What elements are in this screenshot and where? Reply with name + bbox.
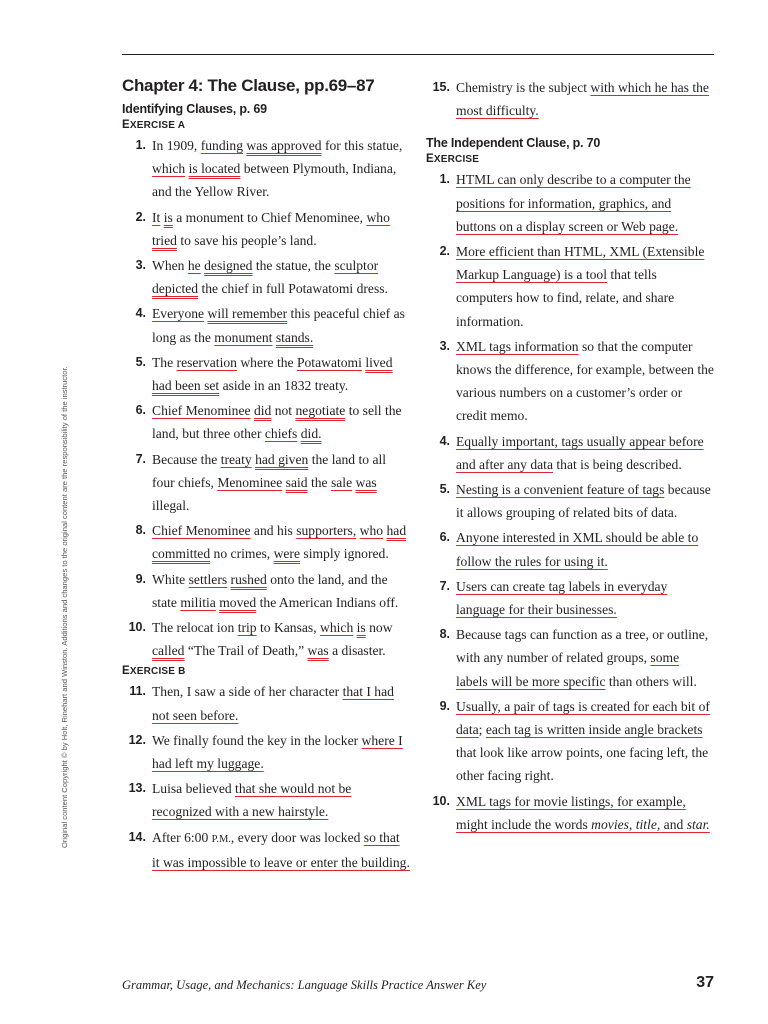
top-rule: [122, 54, 714, 55]
text-segment: illegal.: [152, 498, 190, 514]
item-text: [152, 351, 410, 397]
double-underlined-verb: is: [163, 209, 173, 225]
underlined-text: Potawatomi: [296, 354, 362, 370]
text-segment: a monument to Chief Menominee,: [172, 209, 367, 225]
underlined-text: Chief Menominee: [152, 403, 251, 419]
exercise-item: [426, 168, 714, 238]
underlined-text: who: [359, 523, 384, 539]
text-segment: the statue, the: [252, 258, 335, 274]
exercise-item: [122, 519, 410, 565]
exercise-b-list: [122, 680, 410, 874]
text-segment: White: [152, 571, 189, 587]
exercise-item: [122, 568, 410, 614]
item-number: 1.: [439, 172, 450, 187]
text-segment: The relocat ion: [152, 620, 238, 636]
underlined-text: Chief Menominee: [152, 523, 251, 539]
double-underlined-verb: rushed: [230, 571, 267, 587]
underlined-text: Everyone: [152, 306, 205, 322]
item-number: 7.: [439, 578, 450, 593]
exercise-item: [122, 777, 410, 823]
exercise-a-list: [122, 134, 410, 662]
text-segment: , every door was locked: [230, 829, 364, 845]
item-text: [456, 335, 714, 428]
exercise-list: [426, 168, 714, 836]
item-text: [152, 302, 410, 348]
exercise-item: [122, 302, 410, 348]
item-number: 7.: [135, 451, 146, 466]
double-underlined-verb: had committed: [152, 523, 407, 562]
underlined-text: XML tags information: [456, 338, 579, 354]
item-text: [152, 616, 410, 662]
exercise-item: [122, 399, 410, 445]
item-number: 8.: [135, 523, 146, 538]
underlined-text: It: [152, 209, 161, 225]
double-underlined-verb: had given: [255, 451, 309, 467]
underlined-text: funding: [200, 138, 244, 153]
item-text: [456, 790, 714, 836]
item-number: 5.: [439, 482, 450, 497]
text-segment: “The Trail of Death,”: [184, 643, 308, 659]
underlined-text: who: [366, 209, 390, 225]
double-underlined-verb: is located: [188, 161, 241, 177]
item-text: [456, 240, 714, 333]
item-number: 1.: [135, 138, 146, 152]
exercise-item: [426, 790, 714, 836]
double-underlined-verb: designed: [204, 258, 253, 274]
double-underlined-verb: called: [152, 643, 185, 659]
underlined-text: each tag is written inside angle brackets: [485, 722, 703, 738]
text-segment: the American Indians off.: [256, 594, 399, 610]
item-text: [152, 729, 410, 775]
text-segment: Chemistry is the subject: [456, 80, 591, 95]
item-number: 4.: [135, 306, 146, 321]
item-number: 5.: [135, 354, 146, 369]
underlined-text: so that it was impossible to leave or enter the building.: [152, 829, 410, 870]
underlined-text: More efficient than HTML, XML (Extensible Markup Language) is a tool: [456, 244, 705, 283]
text-segment: to sell the land, but three other: [152, 403, 402, 442]
exercise-item: [426, 430, 714, 476]
double-underlined-verb: negotiate: [295, 403, 346, 419]
item-text: [152, 777, 410, 823]
section-heading-independent-clause: The Independent Clause, p. 70: [426, 136, 601, 151]
double-underlined-verb: were: [273, 546, 300, 562]
underlined-text: where I had left my luggage.: [152, 732, 403, 772]
underlined-text: XML tags for movie listings, for example, might include the words: [456, 793, 686, 832]
double-underlined-verb: will remember: [207, 306, 288, 322]
section-heading-identifying-clauses: Identifying Clauses, p. 69: [122, 102, 267, 116]
underlined-text: sale: [330, 474, 353, 490]
text-segment: where the: [236, 354, 297, 370]
item-text: [152, 568, 410, 614]
item-number: 2.: [439, 244, 450, 259]
text-segment: When: [152, 258, 188, 274]
item-number: 3.: [135, 258, 146, 273]
item-number: 6.: [135, 403, 146, 418]
item-number: 3.: [439, 338, 450, 353]
exercise-item: [122, 448, 410, 518]
item-number: 10.: [128, 620, 146, 635]
exercise-a-label: EXERCISE A: [122, 119, 186, 131]
exercise-item: [122, 826, 410, 874]
right-column: [426, 76, 714, 838]
double-underlined-verb: did.: [300, 426, 322, 442]
text-segment: no crimes,: [210, 546, 274, 562]
item-text: [456, 168, 714, 238]
underlined-text: HTML can only describe to a computer the positions for information, graphics, and buttons on a display screen or Web page.: [456, 172, 691, 234]
text-segment: than others will.: [605, 673, 697, 689]
text-segment: not: [271, 403, 296, 419]
underlined-text: Equally important, tags usually appear before and after any data: [456, 433, 704, 472]
double-underlined-verb: was approved: [246, 138, 322, 153]
footer-title: Grammar, Usage, and Mechanics: Language Skills Practice Answer Key: [122, 978, 487, 992]
underlined-text: that I had not seen before.: [152, 684, 394, 723]
underlined-text: movies, title,: [591, 816, 661, 832]
exercise-item: [426, 240, 714, 333]
text-segment: between Plymouth, Indiana, and the Yellow River.: [152, 161, 397, 200]
exercise-item: [122, 729, 410, 775]
underlined-text: which: [320, 620, 354, 636]
text-segment: After 6:00: [152, 829, 212, 845]
text-segment: so that the computer knows the difference, for example, between the various numbers on a customer’s order or credit memo.: [456, 338, 714, 424]
item-text: [152, 519, 410, 565]
underlined-text: Nesting is a convenient feature of tags: [456, 482, 665, 498]
underlined-text: Usually, a pair of tags is created for each bit of data: [456, 698, 710, 738]
item-text: [456, 76, 714, 122]
item-text: [152, 134, 410, 204]
exercise-item: [122, 254, 410, 300]
text-segment: and his: [250, 523, 297, 539]
item-number: 2.: [135, 209, 146, 224]
exercise-b-label: EXERCISE B: [122, 665, 186, 678]
exercise-item: [122, 206, 410, 252]
underlined-text: treaty: [220, 451, 252, 467]
item-number: 4.: [439, 433, 450, 448]
item-text: [456, 695, 714, 788]
double-underlined-verb: is: [356, 620, 366, 636]
exercise-item: [426, 623, 714, 693]
double-underlined-verb: lived: [365, 354, 393, 370]
item-text: [152, 206, 410, 252]
item-number: 10.: [432, 793, 450, 808]
exercise-item: [122, 351, 410, 397]
exercise-item: [426, 695, 714, 788]
text-segment: Because the: [152, 451, 221, 467]
underlined-text: militia: [180, 594, 216, 610]
underlined-text: monument: [214, 329, 273, 345]
double-underlined-verb: had been set: [152, 378, 220, 394]
exercise-item: [122, 616, 410, 662]
underlined-text: star.: [686, 816, 710, 832]
text-segment: Then, I saw a side of her character: [152, 684, 343, 700]
text-segment: simply ignored.: [300, 546, 389, 562]
underlined-text: trip: [237, 620, 257, 636]
item-text: [152, 254, 410, 300]
item-number: 9.: [135, 571, 146, 586]
exercise-item: [426, 575, 714, 621]
item-number: 12.: [128, 732, 146, 747]
item-text: [456, 526, 714, 572]
exercise-item: [426, 478, 714, 524]
exercise-item: [122, 134, 410, 204]
page-number: 37: [696, 974, 714, 991]
text-segment: to save his people’s land.: [176, 232, 317, 248]
exercise-item: [426, 335, 714, 428]
text-segment: the land to all four chiefs,: [152, 451, 387, 490]
text-segment: for this statue,: [321, 138, 403, 153]
item-number: 8.: [439, 627, 450, 642]
text-segment: P.M.: [211, 833, 231, 845]
underlined-text: and: [660, 816, 687, 832]
text-segment: We finally found the key in the locker: [152, 732, 362, 748]
text-segment: that is being described.: [553, 456, 682, 472]
text-segment: Because tags can function as a tree, or outline, with any number of related groups,: [456, 627, 709, 666]
underlined-text: supporters,: [296, 523, 357, 539]
left-column: [122, 76, 410, 876]
double-underlined-verb: said: [285, 474, 308, 490]
item-text: [152, 826, 410, 874]
text-segment: ;: [478, 722, 486, 738]
item-number: 11.: [129, 684, 146, 699]
exercise-item: [426, 76, 714, 122]
underlined-text: he: [187, 258, 201, 274]
underlined-text: settlers: [188, 571, 228, 587]
text-segment: that look like arrow points, one facing left, the other facing right.: [456, 745, 709, 784]
item-text: [456, 430, 714, 476]
text-segment: Luisa believed: [152, 781, 236, 797]
exercise-label: EXERCISE: [426, 153, 480, 166]
double-underlined-verb: was: [307, 643, 329, 659]
exercise-item: [122, 680, 410, 726]
underlined-text: reservation: [176, 354, 237, 370]
double-underlined-verb: moved: [219, 594, 257, 610]
underlined-text: chiefs: [264, 426, 298, 442]
text-segment: In 1909,: [152, 138, 201, 153]
item-text: [152, 448, 410, 518]
item-text: [456, 575, 714, 621]
text-segment: onto the land, and the state: [152, 571, 388, 610]
text-segment: The: [152, 354, 177, 370]
item-number: 6.: [439, 530, 450, 545]
underlined-text: sculptor: [334, 258, 379, 274]
item-text: [152, 399, 410, 445]
text-segment: aside in an 1832 treaty.: [219, 378, 349, 394]
chapter-title: Chapter 4: The Clause, pp.69–87: [122, 76, 375, 95]
item-number: 9.: [439, 698, 450, 713]
text-segment: now: [365, 620, 393, 636]
text-segment: a disaster.: [328, 643, 386, 659]
item-text: [456, 623, 714, 693]
copyright-side-note: Original content Copyright © by Holt, Rinehart and Winston. Additions and changes to the original content are the responsibility of the instructor.: [60, 366, 69, 848]
underlined-text: Users can create tag labels in everyday language for their businesses.: [456, 578, 668, 618]
underlined-text: which: [152, 161, 186, 177]
page-footer: [122, 976, 714, 996]
text-segment: to Kansas,: [256, 620, 321, 636]
item-number: 15.: [432, 80, 450, 94]
item-number: 13.: [128, 781, 146, 796]
item-15-container: [426, 76, 714, 122]
underlined-text: Menominee: [217, 474, 283, 490]
item-text: [152, 680, 410, 726]
double-underlined-verb: did: [253, 403, 272, 419]
double-underlined-verb: stands.: [275, 329, 314, 345]
double-underlined-verb: tried: [152, 232, 177, 248]
underlined-text: some labels will be more specific: [456, 650, 680, 689]
underlined-text: that she would not be recognized with a new hairstyle.: [152, 781, 352, 820]
text-segment: the chief in full Potawatomi dress.: [198, 281, 388, 297]
exercise-item: [426, 526, 714, 572]
text-segment: that tells computers how to find, relate, and share information.: [456, 267, 675, 329]
text-segment: the: [307, 474, 331, 490]
text-segment: because it allows grouping of related bits of data.: [456, 482, 711, 521]
text-segment: this peaceful chief as long as the: [152, 306, 405, 345]
item-text: [456, 478, 714, 524]
underlined-text: Anyone interested in XML should be able to follow the rules for using it.: [456, 530, 699, 569]
item-number: 14.: [128, 829, 146, 844]
double-underlined-verb: was: [355, 474, 377, 490]
underlined-text: with which he has the most difficulty.: [456, 80, 709, 119]
double-underlined-verb: depicted: [152, 281, 199, 297]
